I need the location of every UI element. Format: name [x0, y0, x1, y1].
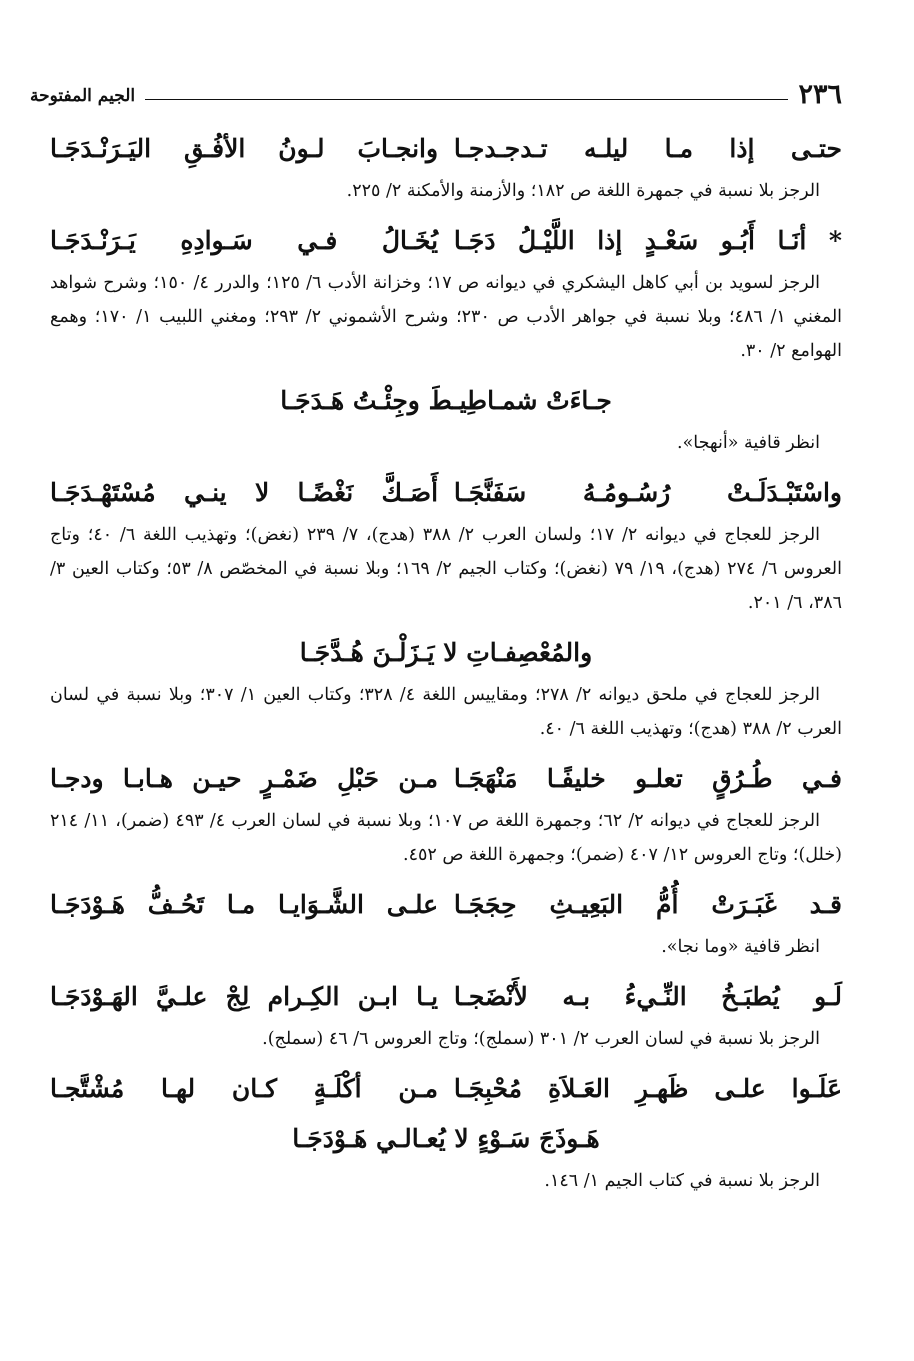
second-hemistich: مـن حَبْلِ ضَمْـرٍ حيـن هـابـا ودجـا [50, 764, 439, 793]
first-hemistich: لَـو يُطبَـخُ النِّـيءُ بـه لأَنْضَجـا [453, 982, 842, 1011]
verse-entry [50, 468, 842, 620]
verse-line [50, 754, 842, 804]
verse-line [50, 124, 842, 174]
page-header [30, 70, 842, 110]
verse-line [50, 468, 842, 518]
source-note: الرجز بلا نسبة في لسان العرب ٢/ ٣٠١ (سملج)؛ وتاج العروس ٦/ ٤٦ (سملج). [262, 1029, 820, 1049]
page-content [50, 124, 842, 1206]
header-rule [145, 99, 788, 100]
first-hemistich: واسْتَبْـدَلَـتْ رُسُـومُـهُ سَفَنَّجَـا [453, 478, 842, 507]
first-hemistich: حتـى إذا مـا ليلـه تـدجـدجـا [453, 134, 842, 163]
verse-entry [50, 880, 842, 964]
source-note: الرجز للعجاج في ديوانه ٢/ ٦٢؛ وجمهرة اللغة ص ١٠٧؛ وبلا نسبة في لسان العرب ٤/ ٤٩٣ (ضمر)، ١١/ ٢١٤ (خلل)؛ وتاج العروس ١٢/ ٤٠٧ (ضمر)؛ وجمهرة اللغة ص ٤٥٢. [50, 811, 842, 865]
verse-entry [50, 754, 842, 872]
verse-entry [50, 124, 842, 208]
second-hemistich: أَصَـكَّ نَغْضًـا لا ينـي مُسْتَهْـدَجَـا [50, 478, 439, 507]
verse-line [50, 1064, 842, 1114]
second-hemistich: وانجـابَ لـونُ الأفُـقِ اليَـرَنْـدَجَـا [50, 134, 439, 163]
single-hemistich: جـاءَتْ شمـاطِيـطَ وجِئْـتُ هَـدَجَـا [280, 386, 612, 415]
source-note: الرجز بلا نسبة في كتاب الجيم ١/ ١٤٦. [544, 1171, 820, 1191]
second-hemistich: مـن أكْلَـةٍ كـان لهـا مُشْتَّجـا [50, 1074, 439, 1103]
verse-entry [50, 216, 842, 368]
single-hemistich: والمُعْصِفـاتِ لا يَـزَلْـنَ هُـدَّجَـا [299, 638, 593, 667]
verse-continuation-line [50, 1114, 842, 1164]
verse-line [50, 972, 842, 1022]
second-hemistich: علـى الشَّـوَايـا مـا تَحُـفُّ هَـوْدَجَـا [50, 890, 439, 919]
source-note: انظر قافية «وما نجا». [661, 937, 820, 957]
source-note: الرجز بلا نسبة في جمهرة اللغة ص ١٨٢؛ والأزمنة والأمكنة ٢/ ٢٢٥. [346, 181, 820, 201]
source-note: الرجز لسويد بن أبي كاهل اليشكري في ديوانه ص ١٧؛ وخزانة الأدب ٦/ ١٢٥؛ والدرر ٤/ ١٥٠؛ وشرح شواهد المغني ١/ ٤٨٦؛ وبلا نسبة في جواهر الأدب ص ٢٣٠؛ وشرح الأشموني ٢/ ٢٩٣؛ ومغني اللبيب ١/ ١٧٠؛ وهمع الهوامع ٢/ ٣٠. [50, 273, 843, 361]
second-hemistich: يُخَـالُ فـي سَـوادِهِ يَـرَنْـدَجَـا [50, 226, 439, 255]
verse-entry [50, 376, 842, 460]
verse-entry [50, 1064, 842, 1198]
second-hemistich: يـا ابـن الكِـرام لِجْ علـيَّ الهَـوْدَجَـا [50, 982, 439, 1011]
page-number: ٢٣٦ [798, 79, 842, 110]
verse-entry [50, 972, 842, 1056]
source-note: انظر قافية «أنهجا». [677, 433, 820, 453]
running-title: الجيم المفتوحة [30, 86, 136, 106]
continuation-hemistich: هَـوذَجَ سَـوْءٍ لا يُعـالـي هَـوْدَجَـا [292, 1124, 600, 1153]
source-note: الرجز للعجاج في ديوانه ٢/ ١٧؛ ولسان العرب ٢/ ٣٨٨ (هدج)، ٧/ ٢٣٩ (نغض)؛ وتهذيب اللغة ٦/ ٤٠؛ وتاج العروس ٦/ ٢٧٤ (هدج)، ١٩/ ٧٩ (نغض)؛ وكتاب الجيم ٢/ ١٦٩؛ وبلا نسبة في المخصّص ٨/ ٥٣؛ وكتاب العين ٣/ ٣٨٦، ٦/ ٢٠١. [50, 525, 843, 613]
first-hemistich: قـد غَبَـرَتْ أُمُّ البَعِيـثِ حِجَجَـا [453, 890, 842, 919]
first-hemistich: * أنَـا أَبُـو سَعْـدٍ إذا اللَّيْـلُ دَجَـا [453, 226, 842, 255]
first-hemistich: فـي طُـرُقٍ تعلـو خليفًـا مَنْهَجَـا [453, 764, 842, 793]
verse-line [50, 628, 842, 678]
first-hemistich: عَلَـوا علـى ظَهـرِ العَـلاَةِ مُحْبِجَـا [453, 1074, 842, 1103]
verse-line [50, 216, 842, 266]
verse-line [50, 376, 842, 426]
verse-line [50, 880, 842, 930]
verse-entry [50, 628, 842, 746]
source-note: الرجز للعجاج في ملحق ديوانه ٢/ ٢٧٨؛ ومقاييس اللغة ٤/ ٣٢٨؛ وكتاب العين ١/ ٣٠٧؛ وبلا نسبة في لسان العرب ٢/ ٣٨٨ (هدج)؛ وتهذيب اللغة ٦/ ٤٠. [50, 685, 842, 739]
